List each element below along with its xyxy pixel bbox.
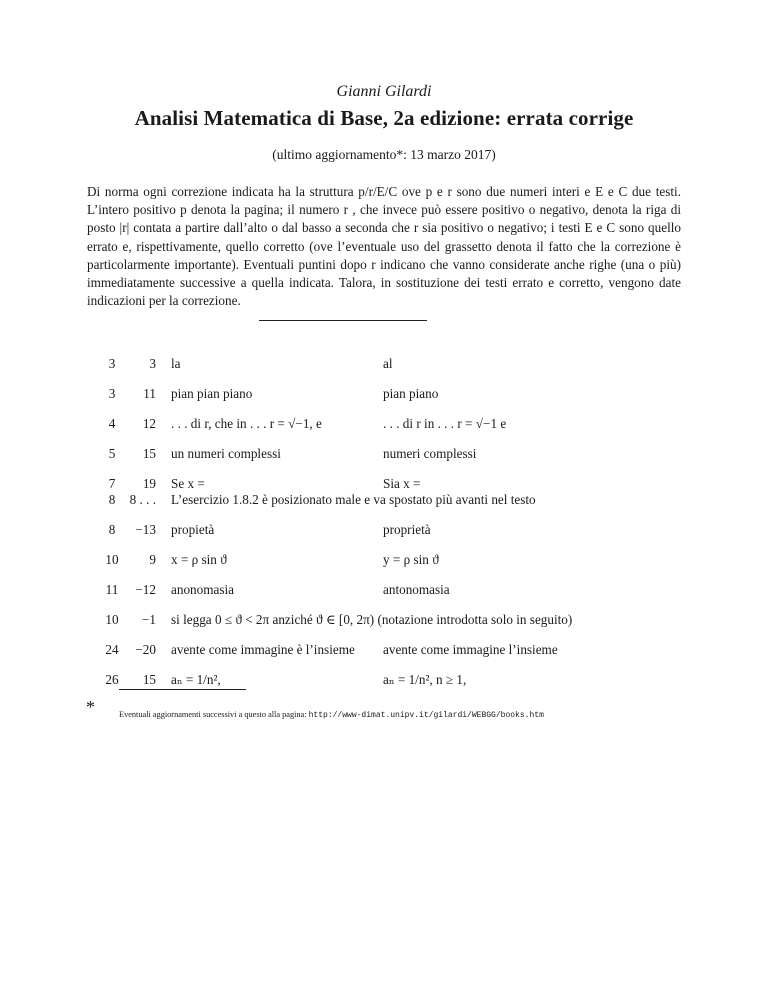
errata-line: 9 — [149, 552, 156, 567]
errata-correct: numeri complessi — [383, 446, 477, 461]
document-title: Analisi Matematica di Base, 2a edizione: errata corrige — [134, 106, 634, 130]
errata-page: 10 — [105, 552, 119, 567]
errata-row — [0, 612, 768, 632]
footnote-mark: * — [86, 697, 95, 717]
errata-wrong: propietà — [171, 522, 215, 537]
author: Gianni Gilardi — [336, 83, 432, 100]
errata-line: 19 — [142, 476, 156, 491]
errata-wrong: x = ρ sin ϑ — [171, 552, 227, 567]
errata-row — [0, 642, 768, 662]
errata-correct: y = ρ sin ϑ — [383, 552, 439, 567]
errata-row — [0, 416, 768, 436]
errata-page: 3 — [108, 356, 116, 371]
errata-page: 24 — [105, 642, 119, 657]
errata-correct: proprietà — [383, 522, 431, 537]
errata-wrong: avente come immagine è l’insieme — [171, 642, 355, 657]
footnote-text: Eventuali aggiornamenti successivi a questo alla pagina: — [119, 710, 307, 719]
errata-correct: al — [383, 356, 393, 371]
errata-page: 10 — [105, 612, 119, 627]
errata-row — [0, 386, 768, 406]
errata-row — [0, 582, 768, 602]
separator — [259, 320, 427, 321]
errata-row — [0, 492, 768, 512]
errata-line: 12 — [142, 416, 156, 431]
errata-correct: pian piano — [383, 386, 439, 401]
errata-page: 8 — [108, 492, 116, 507]
errata-correct: avente come immagine l’insieme — [383, 642, 558, 657]
errata-page: 26 — [105, 672, 119, 687]
errata-line: −12 — [135, 582, 156, 597]
errata-correct: antonomasia — [383, 582, 450, 597]
errata-wrong: la — [171, 356, 181, 371]
errata-line: −1 — [141, 612, 156, 627]
errata-row — [0, 446, 768, 466]
errata-wrong: anonomasia — [171, 582, 234, 597]
errata-row — [0, 672, 768, 692]
errata-page: 8 — [108, 522, 116, 537]
errata-line: −13 — [135, 522, 156, 537]
errata-note: L’esercizio 1.8.2 è posizionato male e va spostato più avanti nel testo — [171, 492, 536, 507]
errata-wrong: pian pian piano — [171, 386, 253, 401]
errata-page: 3 — [108, 386, 116, 401]
errata-page: 4 — [108, 416, 116, 431]
errata-line: 11 — [143, 386, 156, 401]
errata-row — [0, 356, 768, 376]
errata-line: −20 — [135, 642, 156, 657]
footnote — [119, 710, 544, 720]
footnote-url[interactable]: http://www-dimat.unipv.it/gilardi/WEBGG/books.htm — [308, 711, 544, 720]
errata-wrong: Se x = — [171, 476, 205, 491]
errata-correct: . . . di r in . . . r = √−1 e — [383, 416, 507, 431]
errata-page: 7 — [108, 476, 116, 491]
errata-note: si legga 0 ≤ ϑ < 2π anziché ϑ ∈ [0, 2π) (notazione introdotta solo in seguito) — [171, 612, 573, 627]
errata-line: 15 — [142, 672, 156, 687]
errata-wrong: un numeri complessi — [171, 446, 281, 461]
errata-line: 3 — [149, 356, 156, 371]
errata-wrong: . . . di r, che in . . . r = √−1, e — [171, 416, 322, 431]
errata-correct: Sia x = — [383, 476, 421, 491]
errata-correct: aₙ = 1/n², n ≥ 1, — [383, 672, 467, 687]
footnote-rule — [119, 689, 246, 690]
errata-page: 11 — [105, 582, 119, 597]
errata-wrong: aₙ = 1/n², — [171, 672, 221, 687]
errata-row — [0, 522, 768, 542]
errata-row — [0, 552, 768, 572]
errata-page: 5 — [108, 446, 116, 461]
errata-line: 8 . . . — [129, 492, 156, 507]
errata-line: 15 — [142, 446, 156, 461]
intro-paragraph: Di norma ogni correzione indicata ha la struttura p/r/E/C ove p e r sono due numeri interi e E e C due testi. L’intero positivo p denota la pagina; il numero r , che invece può essere positivo o negativo, denota la riga di posto |r| contata a partire dall’alto o dal basso a seconda che r sia positivo o negativo; i testi E e C sono quello errato e, rispettivamente, quello corretto (ove l’eventuale uso del grassetto denota il fatto che la correzione è particolarmente importante). Eventuali puntini dopo r indicano che vanno considerate anche righe (una o più) immediatamente successive a quella indicata. Talora, in sostituzione dei testi errato e corretto, vengono date indicazioni per la correzione. — [87, 184, 681, 309]
last-update: (ultimo aggiornamento*: 13 marzo 2017) — [272, 147, 496, 162]
